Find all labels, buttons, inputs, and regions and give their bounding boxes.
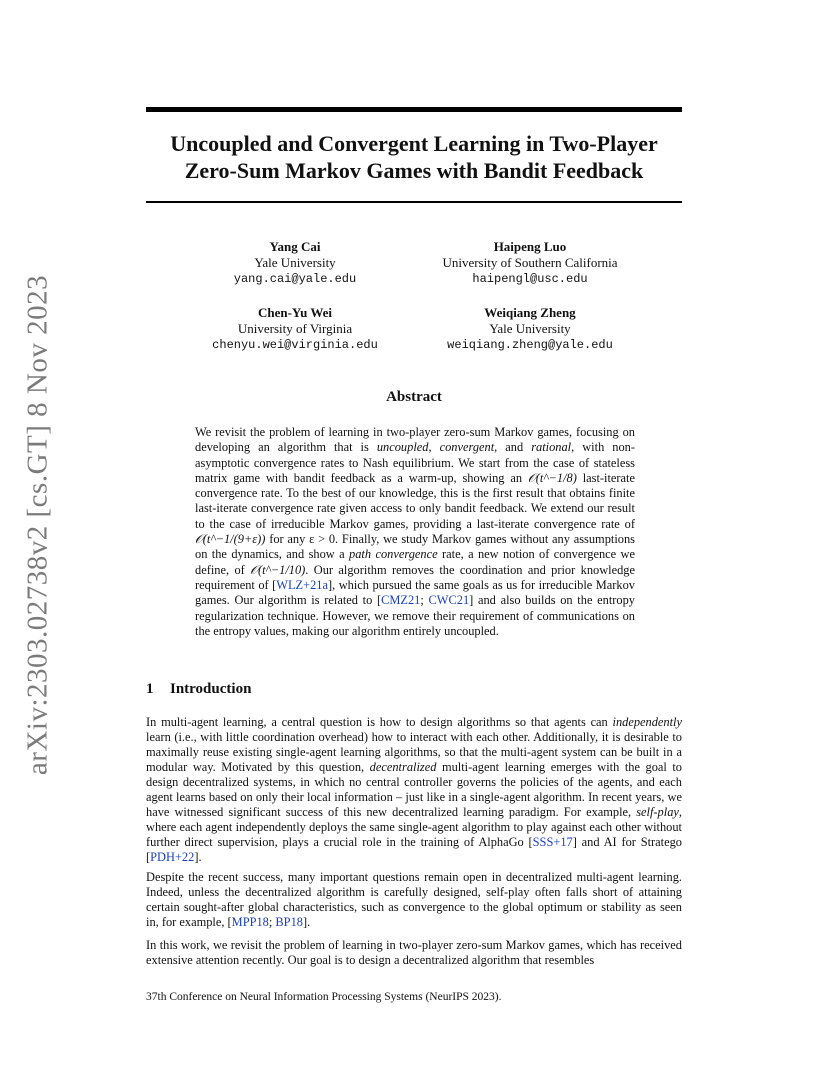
author-name: Yang Cai [269, 239, 321, 254]
title-bottom-rule [146, 201, 682, 203]
author-email: yang.cai@yale.edu [233, 272, 357, 286]
abstract-fragment: ; [420, 593, 429, 608]
author-name: Weiqiang Zheng [484, 305, 576, 320]
abstract-fragment: , and [494, 440, 532, 455]
author-email: haipengl@usc.edu [472, 272, 588, 286]
section-title: Introduction [170, 681, 252, 697]
citation-link[interactable]: CWC21 [428, 593, 470, 608]
text-fragment: Despite the recent success, many important questions remain open in decentralized multi-agent learning. Indeed, unless the decentralized algorithm is carefully designed, self-play often falls short of attaining certain sought-after global characteristics, such as convergence to the global optimum or stability as seen in, for example, [ [146, 870, 682, 929]
abstract-emphasis: convergent [439, 440, 495, 455]
abstract-fragment: We revisit the problem of learning in two-player zero-sum Markov games, focusing on developing an algorithm that is [195, 425, 635, 455]
abstract-emphasis: rational [531, 440, 572, 455]
author-name: Haipeng Luo [493, 239, 567, 254]
abstract-fragment: for any ε > 0. Finally, we study Markov games without any assumptions on the dynamics, and show a [195, 532, 635, 562]
paper-title [146, 130, 682, 184]
text-fragment: multi-agent learning emerges with the goal to design decentralized systems, in which no central controller governs the policies of the agents, and each agent learns based on only their local information – just like in a single-agent algorithm. In recent years, we have witnessed significant success of this new decentralized learning paradigm. For example, [146, 760, 682, 819]
math-rate: 𝒪(t^−1/10) [250, 562, 306, 577]
math-rate: 𝒪(t^−1/(9+ε)) [195, 532, 266, 547]
text-emphasis: decentralized [369, 760, 437, 774]
author-block [185, 239, 405, 287]
abstract-heading: Abstract [386, 389, 442, 405]
abstract-fragment: ] and also builds on the entropy regularization technique. However, we remove their requirement of communications on the entropy values, making our algorithm entirely uncoupled. [195, 593, 635, 638]
citation-link[interactable]: SSS+17 [532, 835, 573, 849]
text-emphasis: independently [612, 715, 682, 729]
author-affiliation: University of Virginia [237, 321, 353, 336]
citation-link[interactable]: BP18 [275, 915, 303, 929]
abstract-fragment: . Our algorithm removes the coordination and prior knowledge requirement of [ [195, 562, 635, 592]
intro-paragraph-2 [146, 870, 682, 930]
math-rate: 𝒪(t^−1/8) [527, 470, 577, 485]
author-block [410, 305, 650, 353]
intro-paragraph-1 [146, 715, 682, 865]
title-line-1: Uncoupled and Convergent Learning in Two-Player [170, 131, 658, 156]
text-fragment: ; [268, 915, 276, 929]
citation-link[interactable]: MPP18 [231, 915, 269, 929]
citation-link[interactable]: CMZ21 [381, 593, 421, 608]
abstract-fragment: , [428, 440, 440, 455]
text-fragment: In multi-agent learning, a central question is how to design algorithms so that agents can [146, 715, 613, 729]
author-affiliation: University of Southern California [442, 255, 618, 270]
section-heading [146, 681, 251, 698]
author-email: weiqiang.zheng@yale.edu [447, 338, 613, 352]
arxiv-id-text: arXiv:2303.02738v2 [cs.GT] 8 Nov 2023 [21, 274, 54, 776]
title-top-rule [146, 107, 682, 112]
abstract-text [195, 425, 635, 639]
arxiv-identifier [18, 274, 58, 776]
author-name: Chen-Yu Wei [257, 305, 333, 320]
citation-link[interactable]: PDH+22 [150, 850, 195, 864]
author-email: chenyu.wei@virginia.edu [212, 338, 378, 352]
text-fragment: ]. [302, 915, 311, 929]
text-fragment: ] and AI for Stratego [ [146, 835, 682, 864]
text-fragment: , where each agent independently deploys the same single-agent algorithm to play against each other without further direct supervision, plays a crucial role in the training of AlphaGo [ [146, 805, 682, 849]
conference-footnote: 37th Conference on Neural Information Processing Systems (NeurIPS 2023). [146, 991, 502, 1003]
abstract-fragment: rate, a new notion of convergence we define, of [195, 547, 635, 577]
abstract-fragment: ], which pursued the same goals as us for irreducible Markov games. Our algorithm is related to [ [195, 577, 635, 608]
text-emphasis: self-play [636, 805, 679, 819]
abstract-fragment: , with non-asymptotic convergence rates to Nash equilibrium. We start from the case of stateless matrix game with bandit feedback as a warm-up, showing an [195, 440, 635, 485]
text-fragment: ]. [194, 850, 202, 864]
author-affiliation: Yale University [254, 255, 336, 270]
intro-paragraph-3: In this work, we revisit the problem of learning in two-player zero-sum Markov games, which has received extensive attention recently. Our goal is to design a decentralized algorithm that resembles [146, 938, 682, 967]
text-fragment: learn (i.e., with little coordination overhead) how to interact with each other. Additionally, it is desirable to maximally reuse existing single-agent learning algorithms, so that the multi-agent system can be built in a modular way. Motivated by this question, [146, 730, 682, 774]
abstract-fragment: last-iterate convergence rate. To the best of our knowledge, this is the first result that obtains finite last-iterate convergence rate given access to only bandit feedback. We extend our result to the case of irreducible Markov games, providing a last-iterate convergence rate of [195, 470, 635, 531]
author-block [410, 239, 650, 287]
abstract-emphasis: uncoupled [376, 440, 429, 455]
citation-link[interactable]: WLZ+21a [276, 577, 328, 592]
section-number: 1 [146, 681, 154, 697]
title-line-2: Zero-Sum Markov Games with Bandit Feedback [184, 158, 644, 183]
author-affiliation: Yale University [489, 321, 571, 336]
abstract-emphasis: path convergence [349, 547, 438, 562]
author-block [185, 305, 405, 353]
